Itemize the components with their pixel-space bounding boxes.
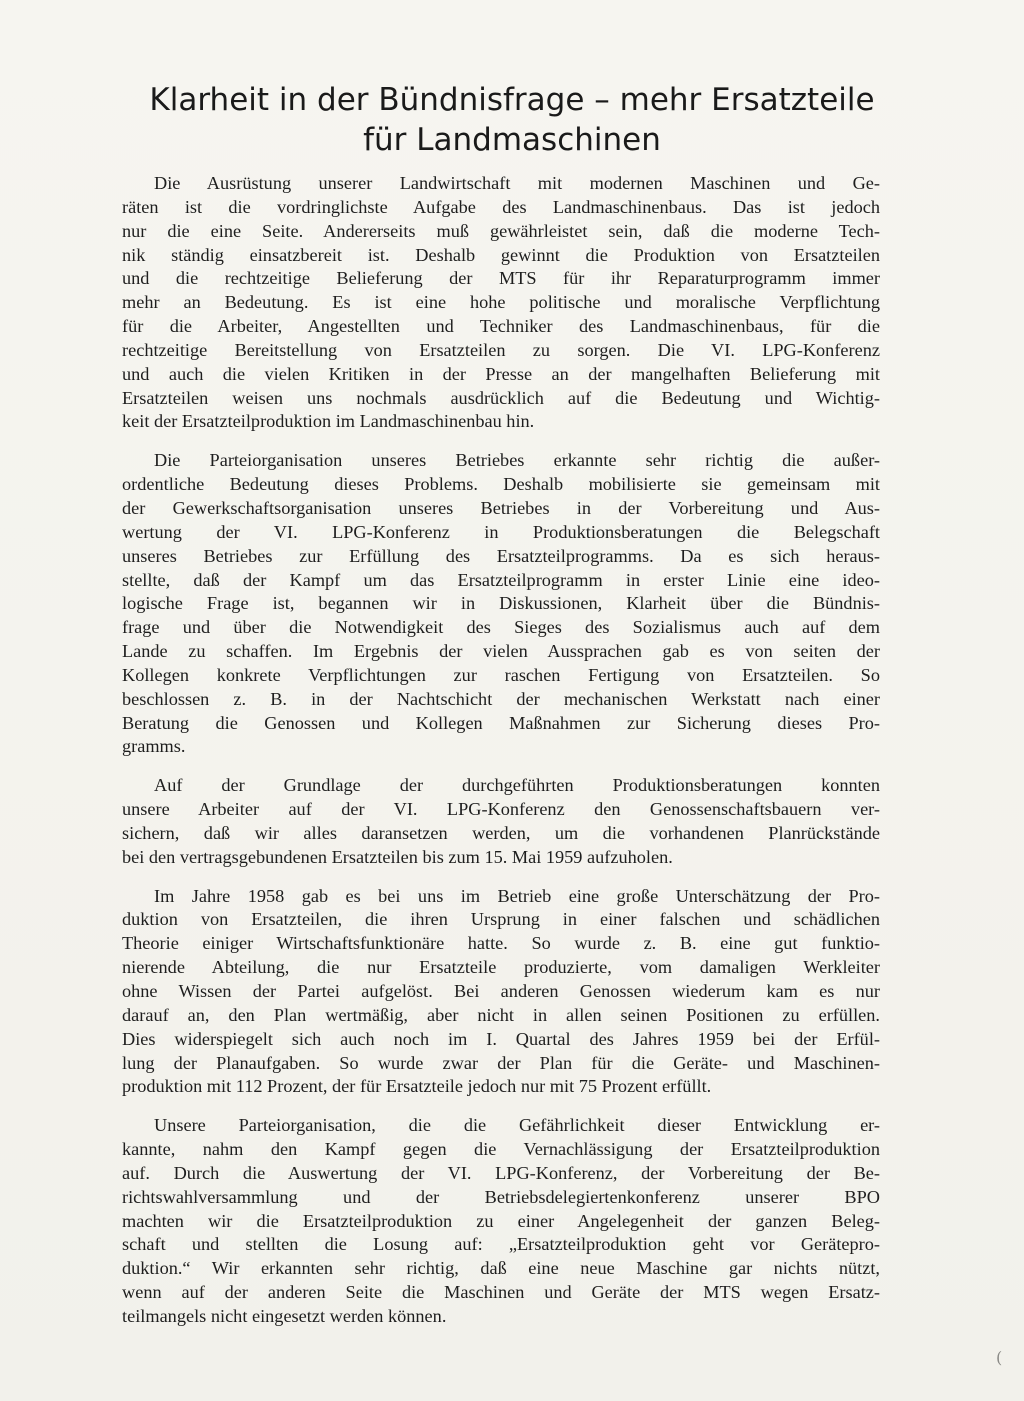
text-line: Theorie einiger Wirtschaftsfunktionäre hatte. So wurde z. B. eine gut funktio- xyxy=(122,933,880,954)
text-line: kannte, nahm den Kampf gegen die Vernachlässigung der Ersatzteilproduktion xyxy=(122,1139,880,1160)
text-line: schaft und stellten die Losung auf: „Ersatzteilproduktion geht vor Gerätepro- xyxy=(122,1234,880,1255)
text-line: duktion.“ Wir erkannten sehr richtig, daß eine neue Maschine gar nichts nützt, xyxy=(122,1258,880,1279)
text-line: lung der Planaufgaben. So wurde zwar der Plan für die Geräte- und Maschinen- xyxy=(122,1052,880,1073)
text-line: stellte, daß der Kampf um das Ersatzteilprogramm in erster Linie eine ideo- xyxy=(122,569,880,590)
paragraph-1 xyxy=(122,172,880,434)
text-line: wenn auf der anderen Seite die Maschinen und Geräte der MTS wegen Ersatz- xyxy=(122,1282,880,1303)
article-body xyxy=(122,172,880,1344)
scan-edge-mark: ( xyxy=(996,1348,1003,1367)
text-line: Auf der Grundlage der durchgeführten Produktionsberatungen konnten xyxy=(154,775,880,796)
text-line: unseres Betriebes zur Erfüllung des Ersatzteilprogramms. Da es sich heraus- xyxy=(122,545,880,566)
text-line: ohne Wissen der Partei aufgelöst. Bei anderen Genossen wiederum kam es nur xyxy=(122,981,880,1001)
text-line: beschlossen z. B. in der Nachtschicht der mechanischen Werkstatt nach einer xyxy=(122,688,880,709)
text-line: Die Ausrüstung unserer Landwirtschaft mit modernen Maschinen und Ge- xyxy=(154,173,880,193)
text-line: nur die eine Seite. Andererseits muß gewährleistet sein, daß die moderne Tech- xyxy=(122,220,880,241)
text-line: teilmangels nicht eingesetzt werden können. xyxy=(122,1305,447,1326)
text-line: darauf an, den Plan wertmäßig, aber nicht in allen seinen Positionen zu erfüllen. xyxy=(122,1004,880,1025)
text-line: Kollegen konkrete Verpflichtungen zur raschen Fertigung von Ersatzteilen. So xyxy=(122,664,880,685)
text-line: ordentliche Bedeutung dieses Problems. Deshalb mobilisierte sie gemeinsam mit xyxy=(122,474,880,495)
text-line: sichern, daß wir alles daransetzen werden, um die vorhandenen Planrückstände xyxy=(122,822,880,843)
text-line: Beratung die Genossen und Kollegen Maßnahmen zur Sicherung dieses Pro- xyxy=(122,712,880,733)
text-line: duktion von Ersatzteilen, die ihren Ursprung in einer falschen und schädlichen xyxy=(122,909,880,930)
paragraph-2 xyxy=(122,449,880,759)
document-title-line-2: für Landmaschinen xyxy=(363,122,661,158)
document-title-line-1: Klarheit in der Bündnisfrage – mehr Ersatzteile xyxy=(149,82,875,118)
text-line: rechtzeitige Bereitstellung von Ersatzteilen zu sorgen. Die VI. LPG-Konferenz xyxy=(122,339,880,360)
text-line: Ersatzteilen weisen uns nochmals ausdrücklich auf die Bedeutung und Wichtig- xyxy=(122,387,880,408)
text-line: der Gewerkschaftsorganisation unseres Betriebes in der Vorbereitung und Aus- xyxy=(122,497,880,518)
paragraph-5 xyxy=(122,1114,880,1329)
text-line: mehr an Bedeutung. Es ist eine hohe politische und moralische Verpflichtung xyxy=(122,292,880,313)
text-line: und auch die vielen Kritiken in der Presse an der mangelhaften Belieferung mit xyxy=(122,363,880,384)
text-line: für die Arbeiter, Angestellten und Techniker des Landmaschinenbaus, für die xyxy=(122,316,880,337)
text-line: frage und über die Notwendigkeit des Sieges des Sozialismus auch auf dem xyxy=(122,617,880,638)
text-line: wertung der VI. LPG-Konferenz in Produktionsberatungen die Belegschaft xyxy=(122,521,880,542)
text-line: produktion mit 112 Prozent, der für Ersatzteile jedoch nur mit 75 Prozent erfüllt. xyxy=(122,1076,712,1097)
paragraph-3 xyxy=(122,774,880,869)
paragraph-4 xyxy=(122,885,880,1100)
text-line: unsere Arbeiter auf der VI. LPG-Konferenz den Genossenschaftsbauern ver- xyxy=(122,799,880,820)
text-line: nierende Abteilung, die nur Ersatzteile produzierte, vom damaligen Werkleiter xyxy=(122,957,880,978)
text-line: räten ist die vordringlichste Aufgabe des Landmaschinenbaus. Das ist jedoch xyxy=(122,196,880,217)
text-line: und die rechtzeitige Belieferung der MTS für ihr Reparaturprogramm immer xyxy=(122,268,880,289)
text-line: Dies widerspiegelt sich auch noch im I. Quartal des Jahres 1959 bei der Erfül- xyxy=(122,1028,880,1049)
text-line: nik ständig einsatzbereit ist. Deshalb gewinnt die Produktion von Ersatzteilen xyxy=(122,244,880,265)
text-line: richtswahlversammlung und der Betriebsdelegiertenkonferenz unserer BPO xyxy=(122,1186,880,1207)
text-line: Unsere Parteiorganisation, die die Gefährlichkeit dieser Entwicklung er- xyxy=(154,1115,880,1136)
text-line: gramms. xyxy=(122,736,186,757)
text-line: logische Frage ist, begannen wir in Diskussionen, Klarheit über die Bündnis- xyxy=(122,593,880,614)
text-line: auf. Durch die Auswertung der VI. LPG-Konferenz, der Vorbereitung der Be- xyxy=(122,1162,880,1183)
text-line: Im Jahre 1958 gab es bei uns im Betrieb eine große Unterschätzung der Pro- xyxy=(154,885,880,906)
text-line: keit der Ersatzteilproduktion im Landmaschinenbau hin. xyxy=(122,411,535,432)
text-line: Die Parteiorganisation unseres Betriebes erkannte sehr richtig die außer- xyxy=(154,450,880,471)
text-line: machten wir die Ersatzteilproduktion zu einer Angelegenheit der ganzen Beleg- xyxy=(122,1210,880,1231)
text-line: Lande zu schaffen. Im Ergebnis der vielen Aussprachen gab es von seiten der xyxy=(122,641,880,662)
text-line: bei den vertragsgebundenen Ersatzteilen bis zum 15. Mai 1959 aufzuholen. xyxy=(122,846,673,867)
